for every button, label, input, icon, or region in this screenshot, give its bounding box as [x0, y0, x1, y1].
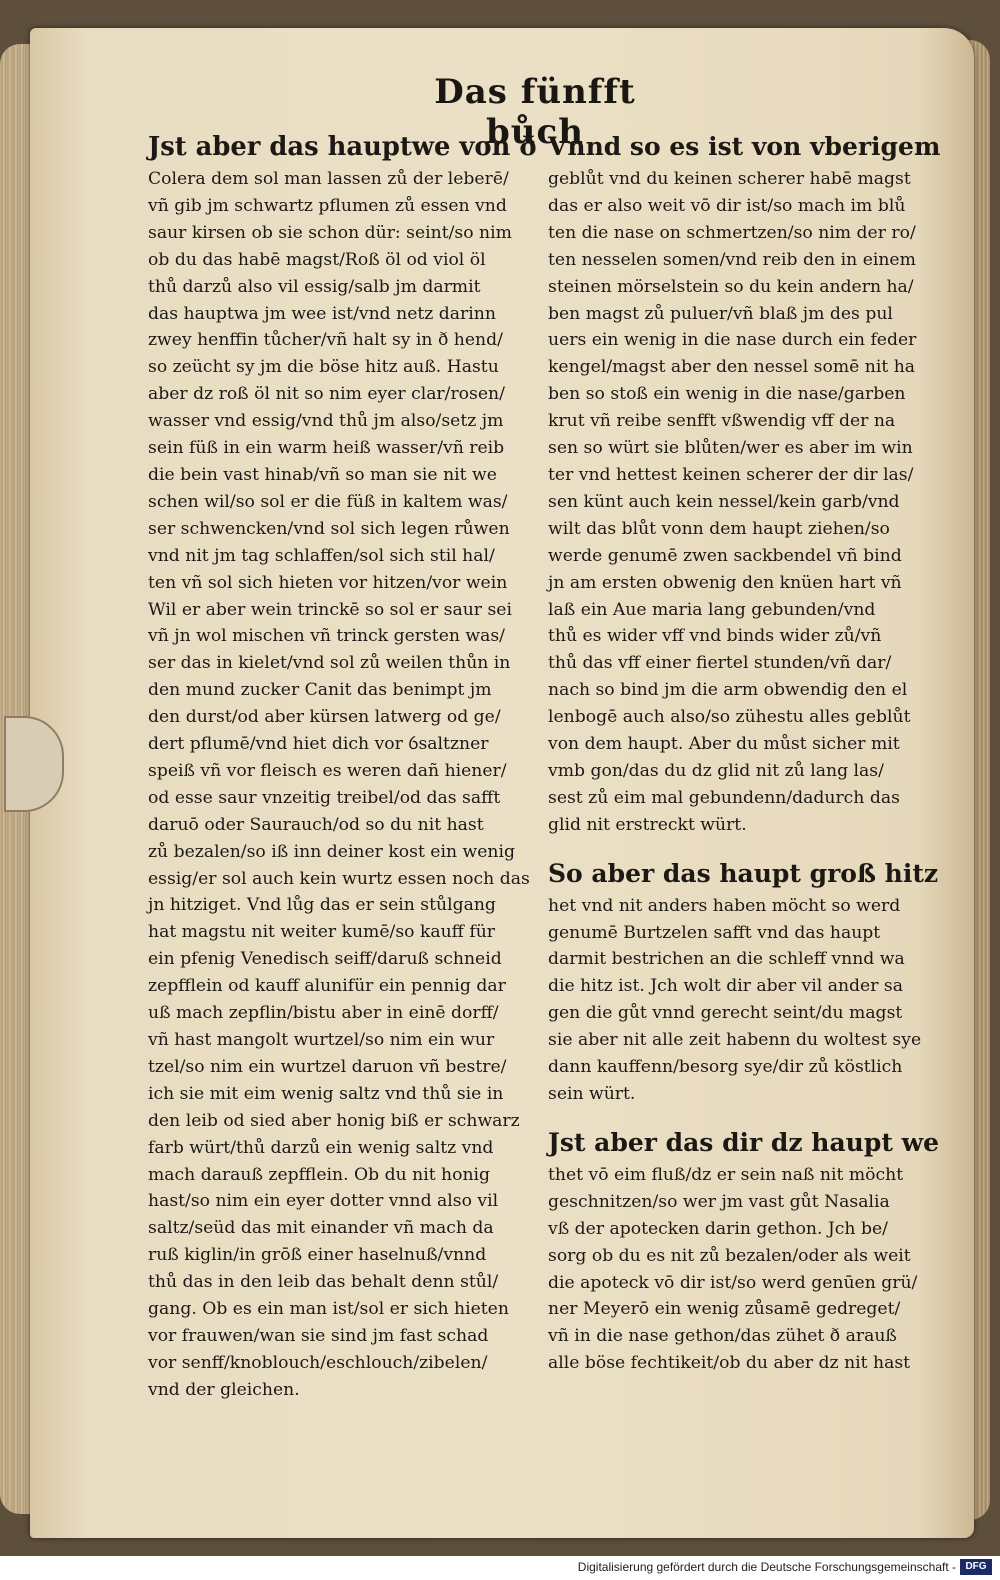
text-line: vñ in die nase gethon/das zühet ð arauß — [548, 1326, 897, 1347]
text-line: speiß vñ vor fleisch es weren dañ hiener/ — [148, 760, 507, 781]
text-line: ser schwencken/vnd sol sich legen růwen — [148, 518, 510, 539]
text-line: thů das in den leib das behalt denn stůl/ — [148, 1272, 499, 1293]
text-line: mach darauß zepfflein. Ob du nit honig — [148, 1164, 491, 1185]
text-line: het vnd nit anders haben möcht so werd — [548, 895, 901, 916]
text-line: lenbogē auch also/so zühestu alles geblůt — [548, 707, 911, 728]
text-line: ben so stoß ein wenig in die nase/garben — [548, 384, 906, 405]
text-line: vñ hast mangolt wurtzel/so nim ein wur — [148, 1030, 495, 1050]
text-line: steinen mörselstein so du kein andern ha/ — [548, 276, 914, 297]
text-line: das er also weit vō dir ist/so mach im blů — [548, 195, 906, 216]
text-line: aber dz roß öl nit so nim eyer clar/rosen/ — [148, 384, 505, 405]
text-line: vnd der gleichen. — [148, 1379, 300, 1400]
text-line: gang. Ob es ein man ist/sol er sich hieten — [148, 1299, 509, 1320]
text-line: sest zů eim mal gebundenn/dadurch das — [548, 787, 900, 808]
text-line: zwey henffin tůcher/vñ halt sy in ð hend/ — [148, 330, 503, 351]
left-lines — [148, 166, 538, 1404]
right-lines-2 — [548, 893, 943, 1108]
text-line: sorg ob du es nit zů bezalen/oder als weit — [548, 1245, 911, 1266]
text-line: die bein vast hinab/vñ so man sie nit we — [148, 464, 497, 485]
text-line: saur kirsen ob sie schon dür: seint/so nim — [148, 222, 512, 243]
text-line: alle böse fechtikeit/ob du aber dz nit hast — [548, 1353, 911, 1374]
text-line: jn am ersten obwenig den knüen hart vñ — [548, 572, 902, 593]
text-line: ob du das habē magst/Roß öl od viol öl — [148, 249, 486, 270]
right-lines-3 — [548, 1162, 943, 1377]
text-line: saltz/seüd das mit einander vñ mach da — [148, 1218, 494, 1239]
text-line: so zeücht sy jm die böse hitz auß. Hastu — [148, 357, 499, 378]
text-line: ben magst zů puluer/vñ blaß jm des pul — [548, 303, 893, 324]
text-line: dert pflumē/vnd hiet dich vor ỽsaltzner — [148, 734, 489, 755]
text-line: den mund zucker Canit das benimpt jm — [148, 680, 492, 701]
text-line: wasser vnd essig/vnd thů jm also/setz jm — [148, 411, 504, 432]
text-line: dann kauffenn/besorg sye/dir zů köstlich — [548, 1057, 903, 1078]
dfg-logo-icon: DFG — [960, 1559, 992, 1575]
text-line: ein pfenig Venedisch seiff/daruß schneid — [148, 949, 502, 970]
text-line: Colera dem sol man lassen zů der leberē/ — [148, 169, 509, 189]
footer-credit: Digitalisierung gefördert durch die Deutsche Forschungsgemeinschaft - — [577, 1560, 956, 1574]
text-line: nach so bind jm die arm obwendig den el — [548, 680, 908, 701]
text-line: thů es wider vff vnd binds wider zů/vñ — [548, 626, 882, 647]
text-line: thet vō eim fluß/dz er sein naß nit möcht — [548, 1164, 904, 1185]
text-line: essig/er sol auch kein wurtz essen noch das — [148, 868, 530, 889]
text-line: ich sie mit eim wenig saltz vnd thů sie in — [148, 1083, 504, 1104]
text-line: ten nesselen somen/vnd reib den in einem — [548, 249, 916, 270]
right-lines-1 — [548, 166, 943, 839]
text-line: sen so würt sie blůten/wer es aber im win — [548, 438, 913, 459]
text-line: geschnitzen/so wer jm vast gůt Nasalia — [548, 1191, 890, 1212]
text-line: schen wil/so sol er die füß in kaltem was/ — [148, 491, 508, 512]
text-line: zepfflein od kauff alunifür ein pennig dar — [148, 976, 506, 997]
running-header: Das fünfft bůch — [434, 72, 636, 152]
text-line: hast/so nim ein eyer dotter vnnd also vil — [148, 1191, 499, 1212]
text-line: krut vñ reibe senfft vßwendig vff der na — [548, 411, 896, 432]
text-line: ser das in kielet/vnd sol zů weilen thůn in — [148, 653, 511, 674]
text-line: vß der apotecken darin gethon. Jch be/ — [548, 1218, 888, 1239]
text-line: uers ein wenig in die nase durch ein feder — [548, 330, 917, 351]
text-line: thů darzů also vil essig/salb jm darmit — [148, 276, 481, 297]
text-line: tzel/so nim ein wurtzel daruon vñ bestre/ — [148, 1056, 507, 1077]
text-line: od esse saur vnzeitig treibel/od das safft — [148, 787, 501, 808]
text-line: jn hitziget. Vnd lůg das er sein stůlgang — [148, 895, 496, 916]
text-line: von dem haupt. Aber du můst sicher mit — [548, 734, 900, 755]
text-line: werde genumē zwen sackbendel vñ bind — [548, 545, 902, 566]
text-line: den durst/od aber kürsen latwerg od ge/ — [148, 707, 501, 728]
text-line: vñ gib jm schwartz pflumen zů essen vnd — [148, 195, 507, 216]
text-line: vor senff/knoblouch/eschlouch/zibelen/ — [148, 1352, 488, 1373]
text-line: wilt das blůt vonn dem haupt ziehen/so — [548, 518, 890, 539]
text-line: das hauptwa jm wee ist/vnd netz darinn — [148, 303, 496, 324]
left-column — [148, 128, 538, 1404]
text-line: kengel/magst aber den nessel somē nit ha — [548, 357, 916, 378]
text-line: ter vnd hettest keinen scherer der dir las/ — [548, 464, 914, 485]
text-line: sein würt. — [548, 1084, 636, 1104]
text-line: vñ jn wol mischen vñ trinck gersten was/ — [148, 626, 505, 647]
text-line: sie aber nit alle zeit habenn du woltest sye — [548, 1030, 922, 1051]
text-line: ten die nase on schmertzen/so nim der ro/ — [548, 222, 916, 243]
text-line: sein füß in ein warm heiß wasser/vñ reib — [148, 438, 505, 459]
text-line: genumē Burtzelen safft vnd das haupt — [548, 922, 881, 943]
text-line: geblůt vnd du keinen scherer habē magst — [548, 169, 911, 189]
text-line: zů bezalen/so iß inn deiner kost ein wenig — [148, 841, 515, 862]
text-line: ruß kiglin/in grōß einer haselnuß/vnnd — [148, 1245, 487, 1266]
text-line: laß ein Aue maria lang gebunden/vnd — [548, 599, 876, 620]
text-line: sen künt auch kein nessel/kein garb/vnd — [548, 491, 900, 512]
text-line: die hitz ist. Jch wolt dir aber vil ander sa — [548, 976, 903, 997]
text-line: vnd nit jm tag schlaffen/sol sich stil hal/ — [148, 545, 495, 566]
text-line: daruō oder Saurauch/od so du nit hast — [148, 814, 484, 835]
left-heading: Jst aber das hauptwe von ð — [148, 132, 537, 162]
text-line: darmit bestrichen an die schleff vnnd wa — [548, 949, 905, 970]
text-line: uß mach zepflin/bistu aber in einē dorff/ — [148, 1003, 499, 1024]
text-line: ten vñ sol sich hieten vor hitzen/vor wein — [148, 572, 508, 593]
text-line: Wil er aber wein trinckē so sol er saur sei — [148, 599, 512, 620]
text-line: farb würt/thů darzů ein wenig saltz vnd — [148, 1137, 494, 1158]
text-line: gen die gůt vnnd gerecht seint/du magst — [548, 1003, 903, 1024]
text-line: thů das vff einer fiertel stunden/vñ dar/ — [548, 653, 892, 674]
text-line: die apoteck vō dir ist/so werd genūen grü/ — [548, 1272, 918, 1293]
right-heading-2: So aber das haupt groß hitz — [548, 858, 939, 888]
text-line: ner Meyerō ein wenig zůsamē gedreget/ — [548, 1299, 901, 1320]
text-line: glid nit erstreckt würt. — [548, 814, 747, 835]
right-heading-3: Jst aber das dir dz haupt we — [548, 1127, 940, 1157]
right-column — [548, 128, 943, 1377]
text-line: vor frauwen/wan sie sind jm fast schad — [148, 1325, 489, 1346]
text-line: vmb gon/das du dz glid nit zů lang las/ — [548, 760, 884, 781]
text-line: hat magstu nit weiter kumē/so kauff für — [148, 922, 495, 943]
right-heading-1: Vnnd so es ist von vberigem — [548, 132, 941, 161]
text-line: den leib od sied aber honig biß er schwarz — [148, 1110, 520, 1131]
